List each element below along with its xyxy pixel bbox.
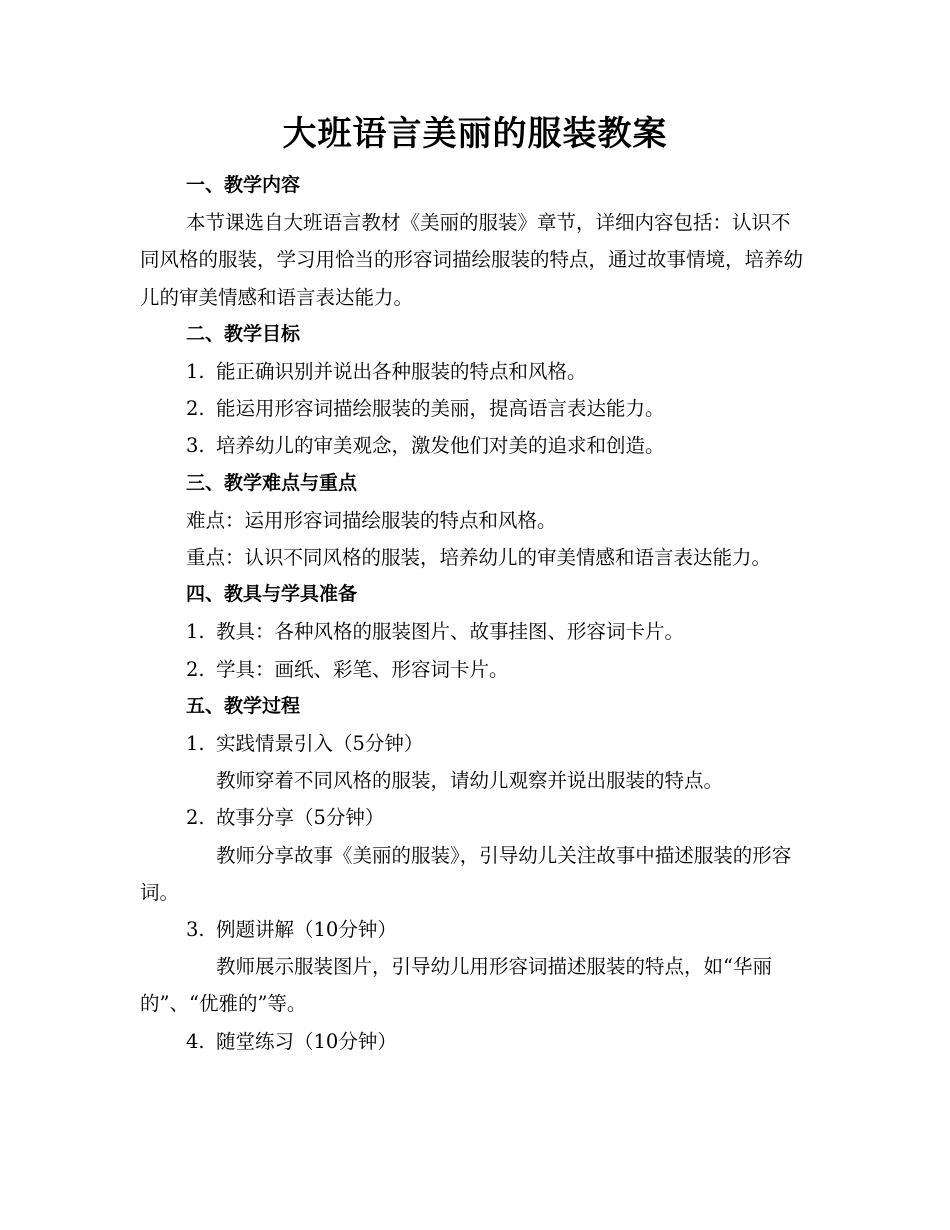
process-step-title-text: 例题讲解（10分钟） bbox=[216, 918, 397, 942]
goal-item-number: 3. bbox=[186, 434, 205, 458]
goal-item-text: 能正确识别并说出各种服装的特点和风格。 bbox=[216, 360, 587, 384]
goal-item-number: 1. bbox=[186, 360, 205, 384]
goal-item-number: 2. bbox=[186, 397, 205, 421]
process-step-title-text: 实践情景引入（5分钟） bbox=[216, 732, 424, 756]
section-heading-process: 五、教学过程 bbox=[186, 694, 301, 717]
section-heading-difficulty: 三、教学难点与重点 bbox=[186, 471, 358, 494]
document-title: 大班语言美丽的服装教案 bbox=[282, 114, 668, 154]
document-body bbox=[140, 167, 808, 1060]
process-step-number: 2. bbox=[186, 806, 205, 830]
materials-item-text: 学具：画纸、彩笔、形容词卡片。 bbox=[216, 657, 509, 681]
process-step-detail: 教师穿着不同风格的服装，请幼儿观察并说出服装的特点。 bbox=[216, 769, 724, 793]
materials-item-number: 2. bbox=[186, 657, 205, 681]
process-step-number: 1. bbox=[186, 732, 205, 756]
process-step-title bbox=[140, 799, 808, 836]
key-point-paragraph: 重点：认识不同风格的服装，培养幼儿的审美情感和语言表达能力。 bbox=[186, 546, 772, 570]
section-heading-goals: 二、教学目标 bbox=[186, 322, 301, 345]
process-step-detail: 教师展示服装图片，引导幼儿用形容词描述服装的特点，如“华丽的”、“优雅的”等。 bbox=[140, 955, 772, 1016]
process-step-number: 3. bbox=[186, 918, 205, 942]
process-step-title-text: 故事分享（5分钟） bbox=[216, 806, 385, 830]
goal-item-text: 培养幼儿的审美观念，激发他们对美的追求和创造。 bbox=[216, 434, 665, 458]
process-step-number: 4. bbox=[186, 1029, 205, 1053]
process-step-detail: 教师分享故事《美丽的服装》，引导幼儿关注故事中描述服装的形容词。 bbox=[140, 843, 792, 904]
materials-item-number: 1. bbox=[186, 620, 205, 644]
goal-item-text: 能运用形容词描绘服装的美丽，提高语言表达能力。 bbox=[216, 397, 665, 421]
process-step-title bbox=[140, 911, 808, 948]
section-heading-content: 一、教学内容 bbox=[186, 174, 301, 196]
goal-item bbox=[140, 353, 808, 390]
process-step-title bbox=[140, 725, 808, 762]
goal-item bbox=[140, 427, 808, 464]
materials-item-text: 教具：各种风格的服装图片、故事挂图、形容词卡片。 bbox=[216, 620, 685, 644]
materials-item bbox=[140, 613, 808, 650]
materials-item bbox=[140, 651, 808, 688]
goal-item bbox=[140, 390, 808, 427]
section-heading-materials: 四、教具与学具准备 bbox=[186, 583, 358, 606]
difficulty-paragraph: 难点：运用形容词描绘服装的特点和风格。 bbox=[186, 508, 557, 532]
content-paragraph: 本节课选自大班语言教材《美丽的服装》章节，详细内容包括：认识不同风格的服装，学习用恰当的形容词描绘服装的特点，通过故事情境，培养幼儿的审美情感和语言表达能力。 bbox=[140, 211, 804, 309]
process-step-title bbox=[140, 1023, 808, 1060]
process-step-title-text: 随堂练习（10分钟） bbox=[216, 1029, 397, 1053]
